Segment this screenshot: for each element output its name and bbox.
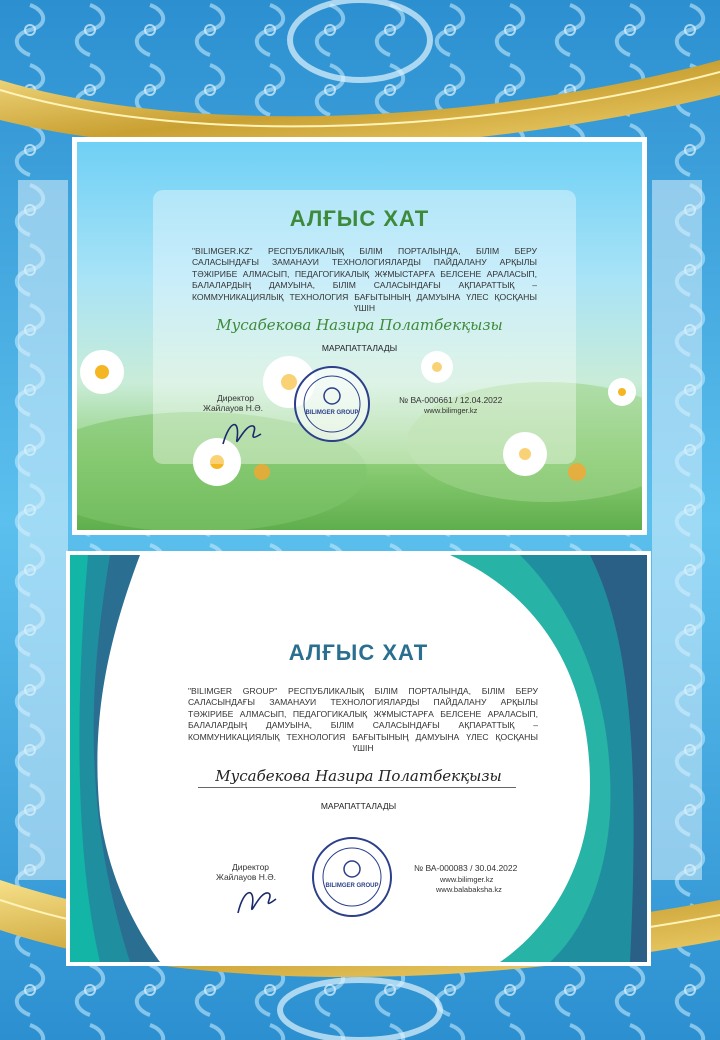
director-title: Директор [217, 393, 255, 403]
certificate-2 [66, 551, 651, 966]
director-name: Жайлауов Н.Ә. [203, 403, 264, 413]
director-title: Директор [232, 862, 270, 872]
certificate-body: "BILIMGER.KZ" РЕСПУБЛИКАЛЫҚ БІЛІМ ПОРТАЛЫНДА, БІЛІМ БЕРУ САЛАСЫНДАҒЫ ЗАМАНАУИ ТЕХНОЛОГИЯЛАРДЫ ПАЙДАЛАНУ АРҚЫЛЫ ТӘЖІРИБЕ АЛМАСЫП, ПЕДАГОГИКАЛЫҚ ЖҰМЫСТАРҒА БЕЛСЕНЕ АРАЛАСЫП, БАЛАЛАРДЫҢ ДАМУЫНА, БІЛІМ САЛАСЫНДАҒЫ АҚПАРАТТЫҚ – КОММУНИКАЦИЯЛЫҚ ТЕХНОЛОГИЯ БАҒЫТЫНЫҢ ДАМУЫНА ҮЛЕС ҚОСҚАНЫ ҮШІН [192, 246, 537, 314]
director-name: Жайлауов Н.Ә. [216, 872, 277, 882]
award-label: МАРАПАТТАЛАДЫ [321, 343, 398, 353]
name-underline [198, 787, 516, 788]
certificate-number: № ВА-000083 / 30.04.2022 [414, 863, 518, 873]
official-stamp [292, 364, 372, 444]
director-signature [230, 881, 280, 921]
certificate-title: АЛҒЫС ХАТ [289, 206, 430, 231]
svg-text:BILIMGER GROUP: BILIMGER GROUP [305, 410, 359, 416]
recipient-name: Мусабекова Назира Полатбекқызы [215, 767, 502, 785]
certificate-title: АЛҒЫС ХАТ [288, 640, 429, 665]
recipient-name: Мусабекова Назира Полатбекқызы [216, 316, 503, 334]
award-label: МАРАПАТТАЛАДЫ [320, 801, 397, 811]
official-stamp [310, 835, 394, 919]
certificate-number: № ВА-000661 / 12.04.2022 [399, 395, 503, 405]
website-link: www.bilimger.kz [424, 406, 478, 415]
website-link-bilimger: www.bilimger.kz [440, 875, 494, 884]
director-signature [215, 414, 265, 454]
certificate-body: "BILIMGER GROUP" РЕСПУБЛИКАЛЫҚ БІЛІМ ПОРТАЛЫНДА, БІЛІМ БЕРУ САЛАСЫНДАҒЫ ЗАМАНАУИ ТЕХНОЛОГИЯЛАРДЫ ПАЙДАЛАНУ АРҚЫЛЫ ТӘЖІРИБЕ АЛМАСЫП, ПЕДАГОГИКАЛЫҚ ЖҰМЫСТАРҒА БЕЛСЕНЕ АРАЛАСЫП, БАЛАЛАРДЫҢ ДАМУЫНА, БІЛІМ САЛАСЫНДАҒЫ АҚПАРАТТЫҚ – КОММУНИКАЦИЯЛЫҚ ТЕХНОЛОГИЯ БАҒЫТЫНЫҢ ДАМУЫНА ҮЛЕС ҚОСҚАНЫ ҮШІН [188, 686, 538, 754]
website-link-balabaksha: www.balabaksha.kz [436, 885, 502, 894]
certificate-1 [72, 137, 647, 535]
svg-text:BILIMGER GROUP: BILIMGER GROUP [325, 883, 379, 889]
